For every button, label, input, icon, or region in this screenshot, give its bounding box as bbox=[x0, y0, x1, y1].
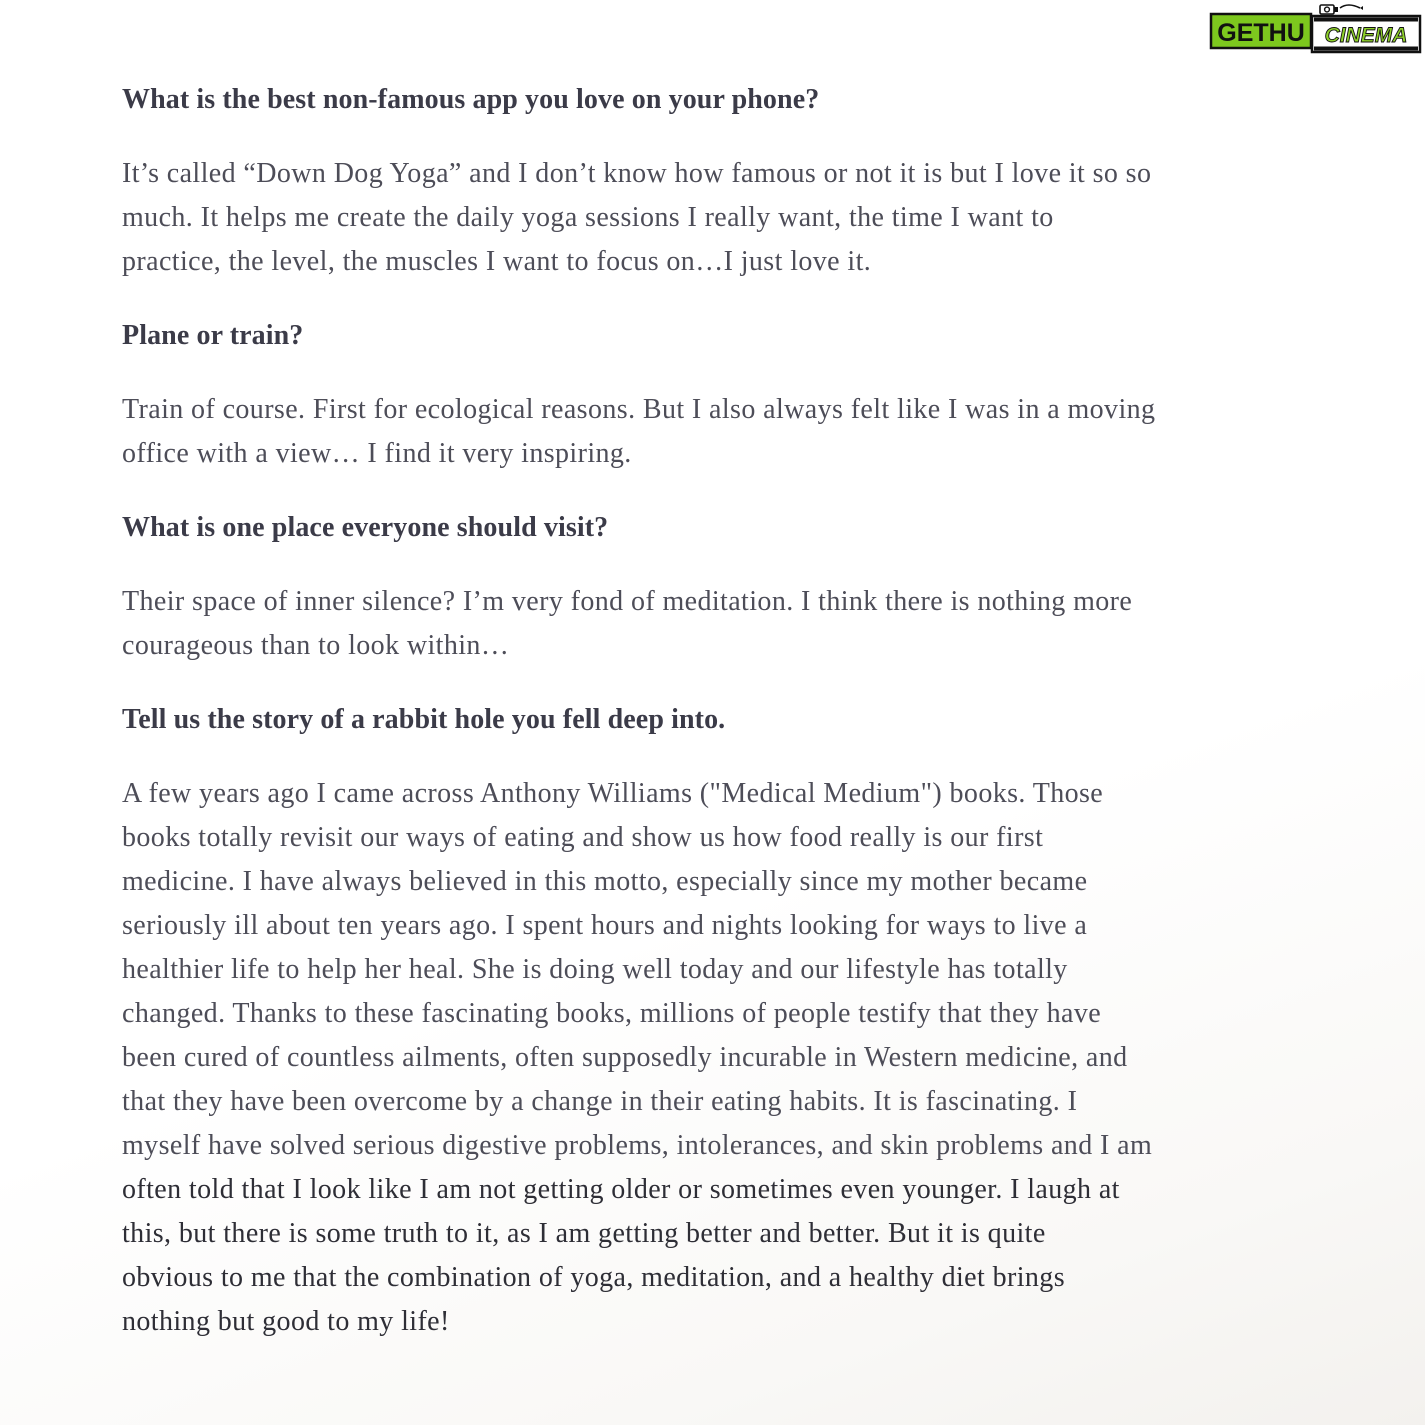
question-line: What is the best non-famous app you love on your phone? bbox=[122, 84, 820, 115]
answer-line: myself have solved serious digestive problems, intolerances, and skin problems and I am bbox=[122, 1130, 1153, 1161]
question-line: Plane or train? bbox=[122, 320, 304, 351]
answer-line: medicine. I have always believed in this motto, especially since my mother became bbox=[122, 866, 1088, 897]
answer-line: obvious to me that the combination of yoga, meditation, and a healthy diet brings bbox=[122, 1262, 1065, 1293]
answer-line: practice, the level, the muscles I want to focus on…I just love it. bbox=[122, 246, 872, 277]
answer-line: this, but there is some truth to it, as I am getting better and better. But it is quite bbox=[122, 1218, 1046, 1249]
answer-line: A few years ago I came across Anthony Williams ("Medical Medium") books. Those bbox=[122, 778, 1104, 809]
question-line: What is one place everyone should visit? bbox=[122, 512, 609, 543]
answer-line: Their space of inner silence? I’m very fond of meditation. I think there is nothing more bbox=[122, 586, 1133, 617]
gethu-cinema-watermark-logo bbox=[1208, 4, 1422, 56]
answer-line: office with a view… I find it very inspiring. bbox=[122, 438, 632, 469]
answer-line: books totally revisit our ways of eating and show us how food really is our first bbox=[122, 822, 1044, 853]
question-4 bbox=[122, 698, 1222, 742]
answer-line: much. It helps me create the daily yoga sessions I really want, the time I want to bbox=[122, 202, 1054, 233]
question-2 bbox=[122, 314, 1222, 358]
answer-line: seriously ill about ten years ago. I spent hours and nights looking for ways to live a bbox=[122, 910, 1088, 941]
question-line: Tell us the story of a rabbit hole you fell deep into. bbox=[122, 704, 726, 735]
camera-icon bbox=[1320, 5, 1363, 14]
interview-article bbox=[122, 78, 1222, 1374]
question-3 bbox=[122, 506, 1222, 550]
answer-line: often told that I look like I am not getting older or sometimes even younger. I laugh at bbox=[122, 1174, 1120, 1205]
answer-line: that they have been overcome by a change in their eating habits. It is fascinating. I bbox=[122, 1086, 1078, 1117]
logo-text-cinema: CINEMA bbox=[1324, 24, 1408, 47]
answer-3 bbox=[122, 580, 1222, 668]
answer-4 bbox=[122, 772, 1222, 1344]
answer-line: It’s called “Down Dog Yoga” and I don’t know how famous or not it is but I love it so so bbox=[122, 158, 1152, 189]
answer-line: Train of course. First for ecological reasons. But I also always felt like I was in a moving bbox=[122, 394, 1156, 425]
answer-line: changed. Thanks to these fascinating books, millions of people testify that they have bbox=[122, 998, 1102, 1029]
logo-text-gethu: GETHU bbox=[1217, 19, 1305, 47]
answer-line: healthier life to help her heal. She is doing well today and our lifestyle has totally bbox=[122, 954, 1068, 985]
answer-2 bbox=[122, 388, 1222, 476]
answer-line: nothing but good to my life! bbox=[122, 1306, 450, 1337]
question-1 bbox=[122, 78, 1222, 122]
answer-line: courageous than to look within… bbox=[122, 630, 510, 661]
answer-line: been cured of countless ailments, often supposedly incurable in Western medicine, and bbox=[122, 1042, 1128, 1073]
answer-1 bbox=[122, 152, 1222, 284]
